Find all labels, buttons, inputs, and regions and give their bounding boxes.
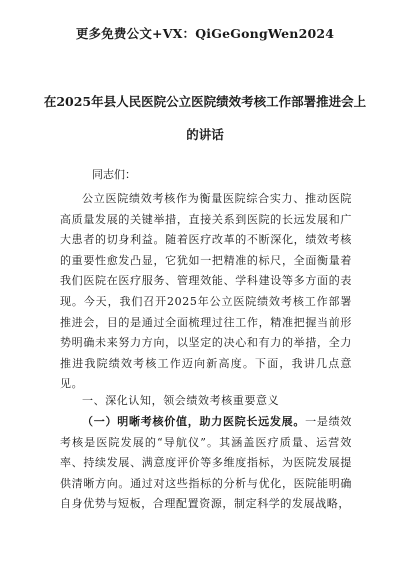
subsection-paragraph [60,412,352,515]
header-watermark-line: 更多免费公文+VX：QiGeGongWen2024 [75,26,335,41]
document-title: 在2025年县人民医院公立医院绩效考核工作部署推进会上 [43,94,367,109]
body-paragraph: 公立医院绩效考核作为衡量医院综合实力、推动医院高质量发展的关键举措，直接关系到医院的长远发展和广大患者的切身利益。随着医疗改革的不断深化，绩效考核的重要性愈发凸显，它犹如一把精准的标尺，全面衡量着我们医院在医疗服务、管理效能、学科建设等多方面的表现。今天，我们召开2025年公立医院绩效考核工作部署推进会，目的是通过全面梳理过往工作，精准把握当前形势明确未来努力方向，以坚定的决心和有力的举措，全力推进我院绩效考核工作迈向新高度。下面，我讲几点意见。 [60,192,352,391]
section-heading: 一、深化认知，领会绩效考核重要意义 [82,394,280,407]
subsection-heading: （一）明晰考核价值，助力医院长远发展。 [82,415,306,428]
document-title-continuation: 的讲话 [186,127,224,142]
salutation: 同志们： [92,168,136,181]
subsection-body: 一是绩效考核是医院发展的“导航仪”。其涵盖医疗质量、运营效率、持续发展、满意度评价等多维度指标，为医院发展提供清晰方向。通过对这些指标的分析与优化，医院能明确自身优势与短板，合理配置资源，制定科学的发展战略， [60,415,352,511]
